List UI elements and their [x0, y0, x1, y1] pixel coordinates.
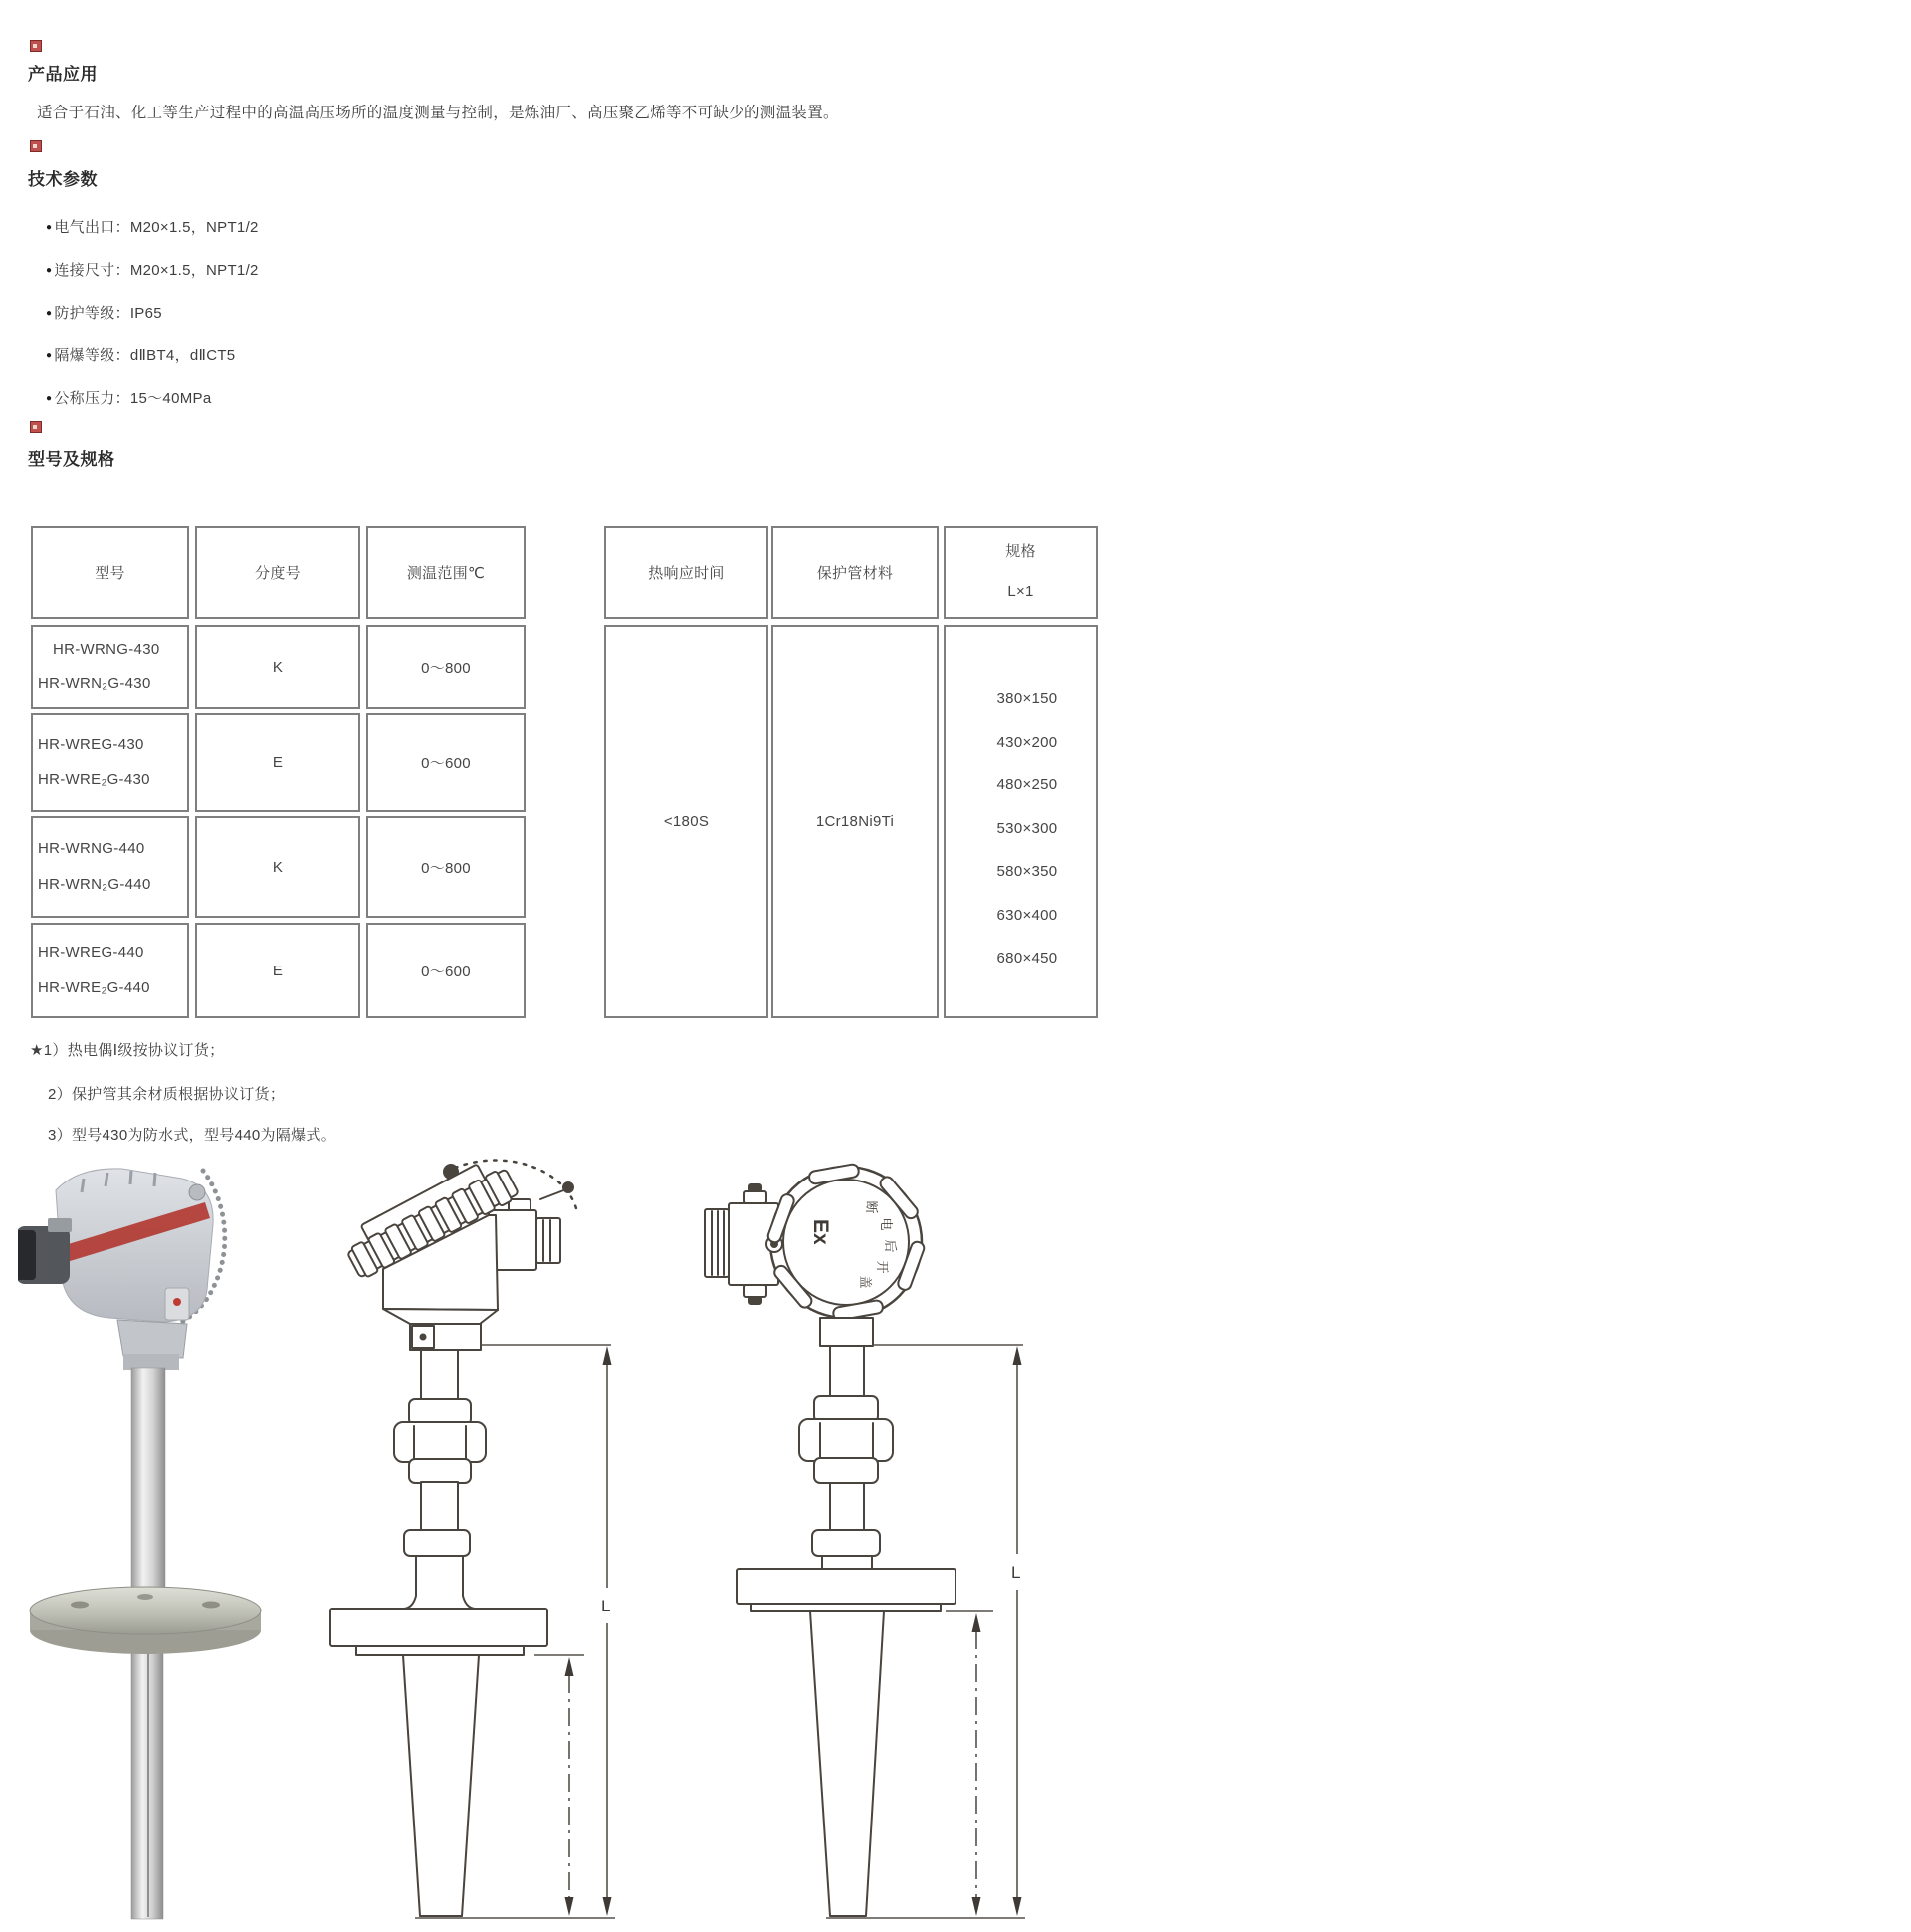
spec-header-line2: L×1 [1007, 583, 1034, 600]
param-text: 公称压力：15～40MPa [54, 390, 212, 407]
table-cell-graduation: K [195, 625, 360, 709]
dim-label-l-total: L [1011, 1563, 1021, 1582]
section-title-application: 产品应用 [28, 65, 98, 84]
table-cell-range: 0～600 [366, 923, 526, 1018]
table-cell-specs: 380×150 430×200 480×250 530×300 580×350 630×400 680×450 [944, 625, 1098, 1018]
spec-table [31, 520, 1101, 1027]
col-header-spec [944, 526, 1098, 619]
note-line: 2）保护管其余材质根据协议订货； [48, 1086, 286, 1103]
table-cell-tube-material: 1Cr18Ni9Ti [771, 625, 939, 1018]
cover-warning-char: 开 [875, 1260, 890, 1274]
table-cell-range: 0～800 [366, 625, 526, 709]
section-marker-icon [30, 421, 42, 433]
table-row-model: HR-WRNG-430 HR-WRN₂G-430 [31, 625, 189, 709]
table-row-model: HR-WRNG-440 HR-WRN₂G-440 [31, 816, 189, 918]
application-paragraph: 适合于石油、化工等生产过程中的高温高压场所的温度测量与控制，是炼油厂、高压聚乙烯等不可缺少的测温装置。 [37, 105, 839, 121]
param-text: 电气出口：M20×1.5，NPT1/2 [54, 219, 259, 236]
table-row-model: HR-WREG-430 HR-WRE₂G-430 [31, 713, 189, 812]
param-text: 防护等级：IP65 [54, 305, 162, 322]
thermocouple-photo [18, 1163, 267, 1929]
spec-header-line1: 规格 [1005, 543, 1036, 560]
note-line: ★1）热电偶Ⅰ级按协议订货； [30, 1042, 225, 1059]
col-header-range: 测温范围℃ [366, 526, 526, 619]
ex-marking: Ex [809, 1219, 832, 1245]
section-marker-icon [30, 40, 42, 52]
note-line: 3）型号430为防水式，型号440为隔爆式。 [48, 1127, 336, 1144]
param-item [46, 216, 259, 237]
section-title-models: 型号及规格 [28, 450, 115, 469]
table-row-model: HR-WREG-440 HR-WRE₂G-440 [31, 923, 189, 1018]
table-cell-range: 0～800 [366, 816, 526, 918]
bullet-icon: ● [46, 265, 53, 276]
col-header-graduation: 分度号 [195, 526, 360, 619]
table-cell-response-time: <180S [604, 625, 768, 1018]
param-text: 隔爆等级：dⅡBT4，dⅡCT5 [54, 347, 236, 364]
cover-warning-char: 电 [879, 1217, 894, 1231]
bullet-icon: ● [46, 393, 53, 404]
thermocouple-drawing-explosion-proof [697, 1158, 1027, 1929]
bullet-icon: ● [46, 350, 53, 361]
col-header-response: 热响应时间 [604, 526, 768, 619]
param-item [46, 344, 235, 365]
cover-warning-char: 后 [883, 1239, 898, 1253]
table-cell-graduation: K [195, 816, 360, 918]
thermocouple-drawing-waterproof [284, 1158, 617, 1929]
bullet-icon: ● [46, 222, 53, 233]
table-cell-graduation: E [195, 713, 360, 812]
section-title-parameters: 技术参数 [28, 170, 98, 189]
param-item [46, 302, 162, 322]
col-header-material: 保护管材料 [771, 526, 939, 619]
table-cell-range: 0～600 [366, 713, 526, 812]
cover-warning-char: 盖 [858, 1275, 873, 1289]
section-marker-icon [30, 140, 42, 152]
cover-warning-char: 断 [864, 1200, 879, 1214]
table-cell-graduation: E [195, 923, 360, 1018]
param-text: 连接尺寸：M20×1.5，NPT1/2 [54, 262, 259, 279]
dim-label-l-total: L [601, 1597, 611, 1615]
param-item [46, 387, 211, 408]
bullet-icon: ● [46, 308, 53, 319]
col-header-model: 型号 [31, 526, 189, 619]
param-item [46, 259, 259, 280]
